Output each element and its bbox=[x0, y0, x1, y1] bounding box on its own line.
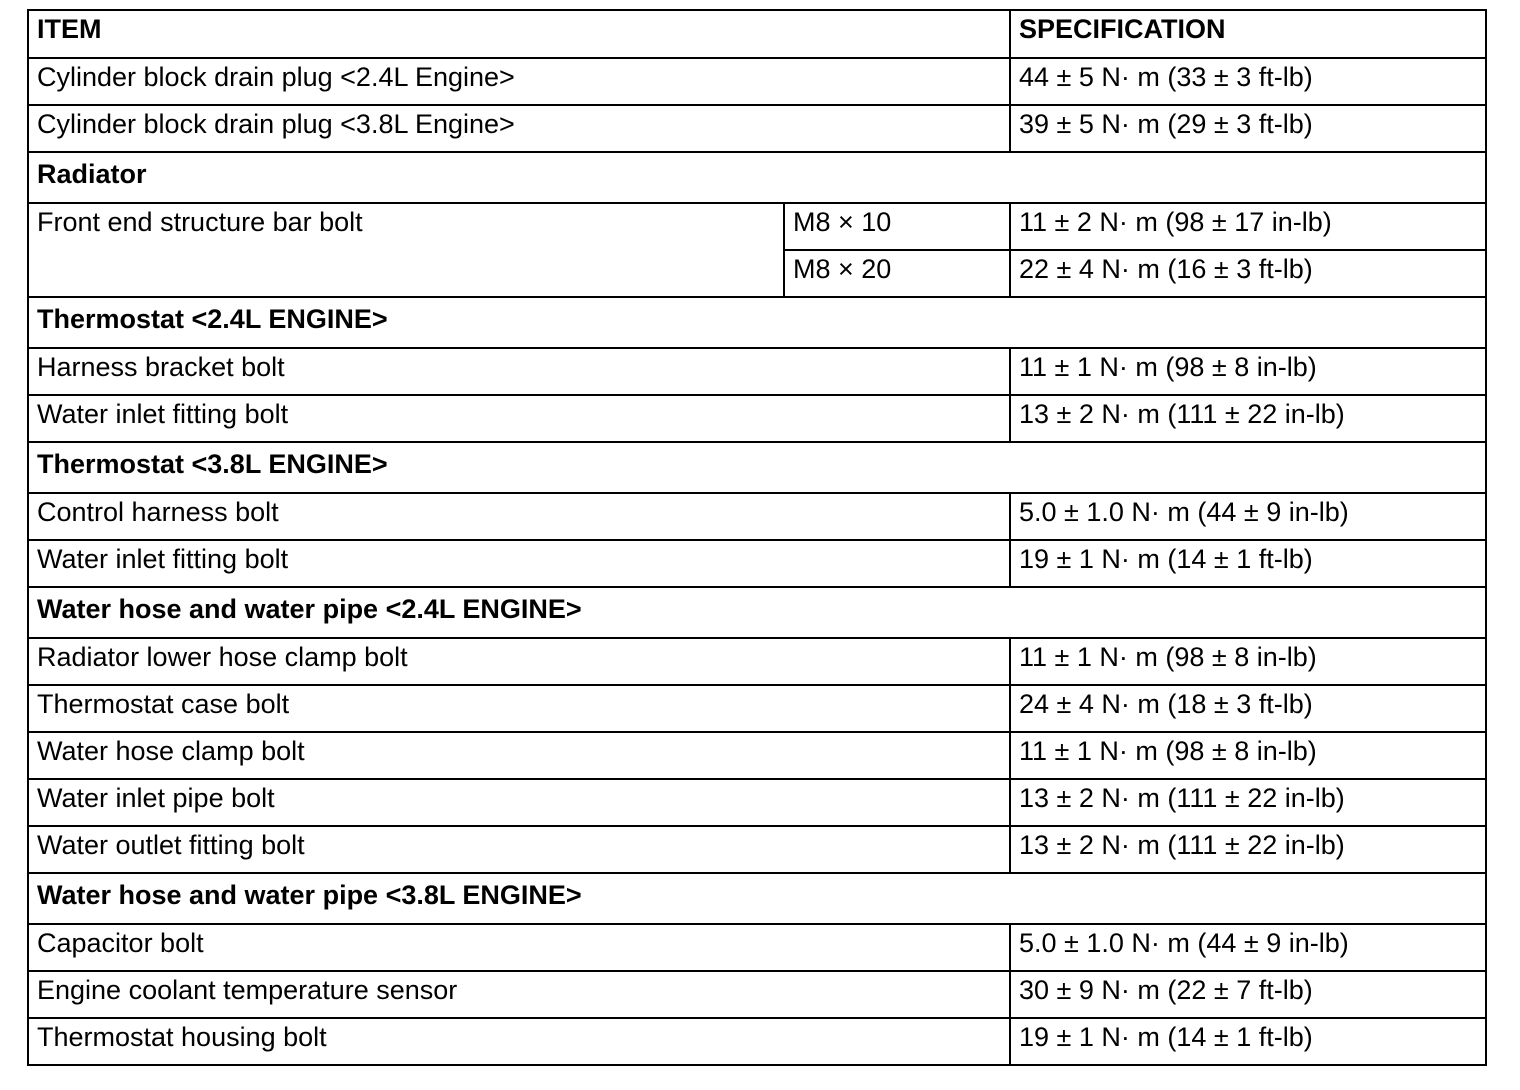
spec-cell: 19 ± 1 N· m (14 ± 1 ft-lb) bbox=[1010, 1018, 1486, 1065]
item-cell: Water inlet pipe bolt bbox=[28, 779, 1010, 826]
section-row bbox=[28, 873, 1486, 924]
section-title: Radiator bbox=[28, 152, 1486, 203]
item-cell: Harness bracket bolt bbox=[28, 348, 1010, 395]
spec-row bbox=[28, 203, 1486, 250]
size-cell: M8 × 20 bbox=[784, 250, 1010, 297]
section-row bbox=[28, 297, 1486, 348]
section-title: Thermostat <2.4L ENGINE> bbox=[28, 297, 1486, 348]
spec-row bbox=[28, 638, 1486, 685]
spec-cell: 5.0 ± 1.0 N· m (44 ± 9 in-lb) bbox=[1010, 924, 1486, 971]
item-cell: Water inlet fitting bolt bbox=[28, 395, 1010, 442]
spec-cell: 13 ± 2 N· m (111 ± 22 in-lb) bbox=[1010, 826, 1486, 873]
spec-row bbox=[28, 826, 1486, 873]
item-cell: Thermostat case bolt bbox=[28, 685, 1010, 732]
spec-row bbox=[28, 779, 1486, 826]
spec-cell: 13 ± 2 N· m (111 ± 22 in-lb) bbox=[1010, 395, 1486, 442]
spec-row bbox=[28, 732, 1486, 779]
spec-cell: 19 ± 1 N· m (14 ± 1 ft-lb) bbox=[1010, 540, 1486, 587]
spec-row bbox=[28, 395, 1486, 442]
section-row bbox=[28, 587, 1486, 638]
spec-cell: 11 ± 2 N· m (98 ± 17 in-lb) bbox=[1010, 203, 1486, 250]
section-title: Water hose and water pipe <2.4L ENGINE> bbox=[28, 587, 1486, 638]
spec-row bbox=[28, 348, 1486, 395]
item-cell: Control harness bolt bbox=[28, 493, 1010, 540]
section-row bbox=[28, 152, 1486, 203]
spec-cell: 24 ± 4 N· m (18 ± 3 ft-lb) bbox=[1010, 685, 1486, 732]
spec-cell: 13 ± 2 N· m (111 ± 22 in-lb) bbox=[1010, 779, 1486, 826]
section-row bbox=[28, 442, 1486, 493]
item-cell: Cylinder block drain plug <3.8L Engine> bbox=[28, 105, 1010, 152]
item-cell: Thermostat housing bolt bbox=[28, 1018, 1010, 1065]
spec-cell: 5.0 ± 1.0 N· m (44 ± 9 in-lb) bbox=[1010, 493, 1486, 540]
item-cell: Water inlet fitting bolt bbox=[28, 540, 1010, 587]
spec-row bbox=[28, 1018, 1486, 1065]
spec-cell: 11 ± 1 N· m (98 ± 8 in-lb) bbox=[1010, 732, 1486, 779]
item-cell: Engine coolant temperature sensor bbox=[28, 971, 1010, 1018]
spec-row bbox=[28, 685, 1486, 732]
spec-cell: 39 ± 5 N· m (29 ± 3 ft-lb) bbox=[1010, 105, 1486, 152]
spec-row bbox=[28, 105, 1486, 152]
spec-table-body bbox=[28, 10, 1486, 1065]
spec-row bbox=[28, 971, 1486, 1018]
spec-cell: 30 ± 9 N· m (22 ± 7 ft-lb) bbox=[1010, 971, 1486, 1018]
spec-cell: 22 ± 4 N· m (16 ± 3 ft-lb) bbox=[1010, 250, 1486, 297]
spec-cell: 11 ± 1 N· m (98 ± 8 in-lb) bbox=[1010, 348, 1486, 395]
section-title: Water hose and water pipe <3.8L ENGINE> bbox=[28, 873, 1486, 924]
section-title: Thermostat <3.8L ENGINE> bbox=[28, 442, 1486, 493]
item-cell: Water outlet fitting bolt bbox=[28, 826, 1010, 873]
header-row bbox=[28, 10, 1486, 58]
item-cell: Cylinder block drain plug <2.4L Engine> bbox=[28, 58, 1010, 105]
size-cell: M8 × 10 bbox=[784, 203, 1010, 250]
spec-row bbox=[28, 924, 1486, 971]
spec-row bbox=[28, 58, 1486, 105]
spec-row bbox=[28, 493, 1486, 540]
item-cell: Front end structure bar bolt bbox=[28, 203, 784, 297]
item-cell: Capacitor bolt bbox=[28, 924, 1010, 971]
spec-cell: 44 ± 5 N· m (33 ± 3 ft-lb) bbox=[1010, 58, 1486, 105]
torque-spec-table bbox=[27, 9, 1487, 1066]
specification-column-header: SPECIFICATION bbox=[1010, 10, 1486, 58]
spec-row bbox=[28, 540, 1486, 587]
item-cell: Water hose clamp bolt bbox=[28, 732, 1010, 779]
item-column-header: ITEM bbox=[28, 10, 1010, 58]
item-cell: Radiator lower hose clamp bolt bbox=[28, 638, 1010, 685]
spec-cell: 11 ± 1 N· m (98 ± 8 in-lb) bbox=[1010, 638, 1486, 685]
